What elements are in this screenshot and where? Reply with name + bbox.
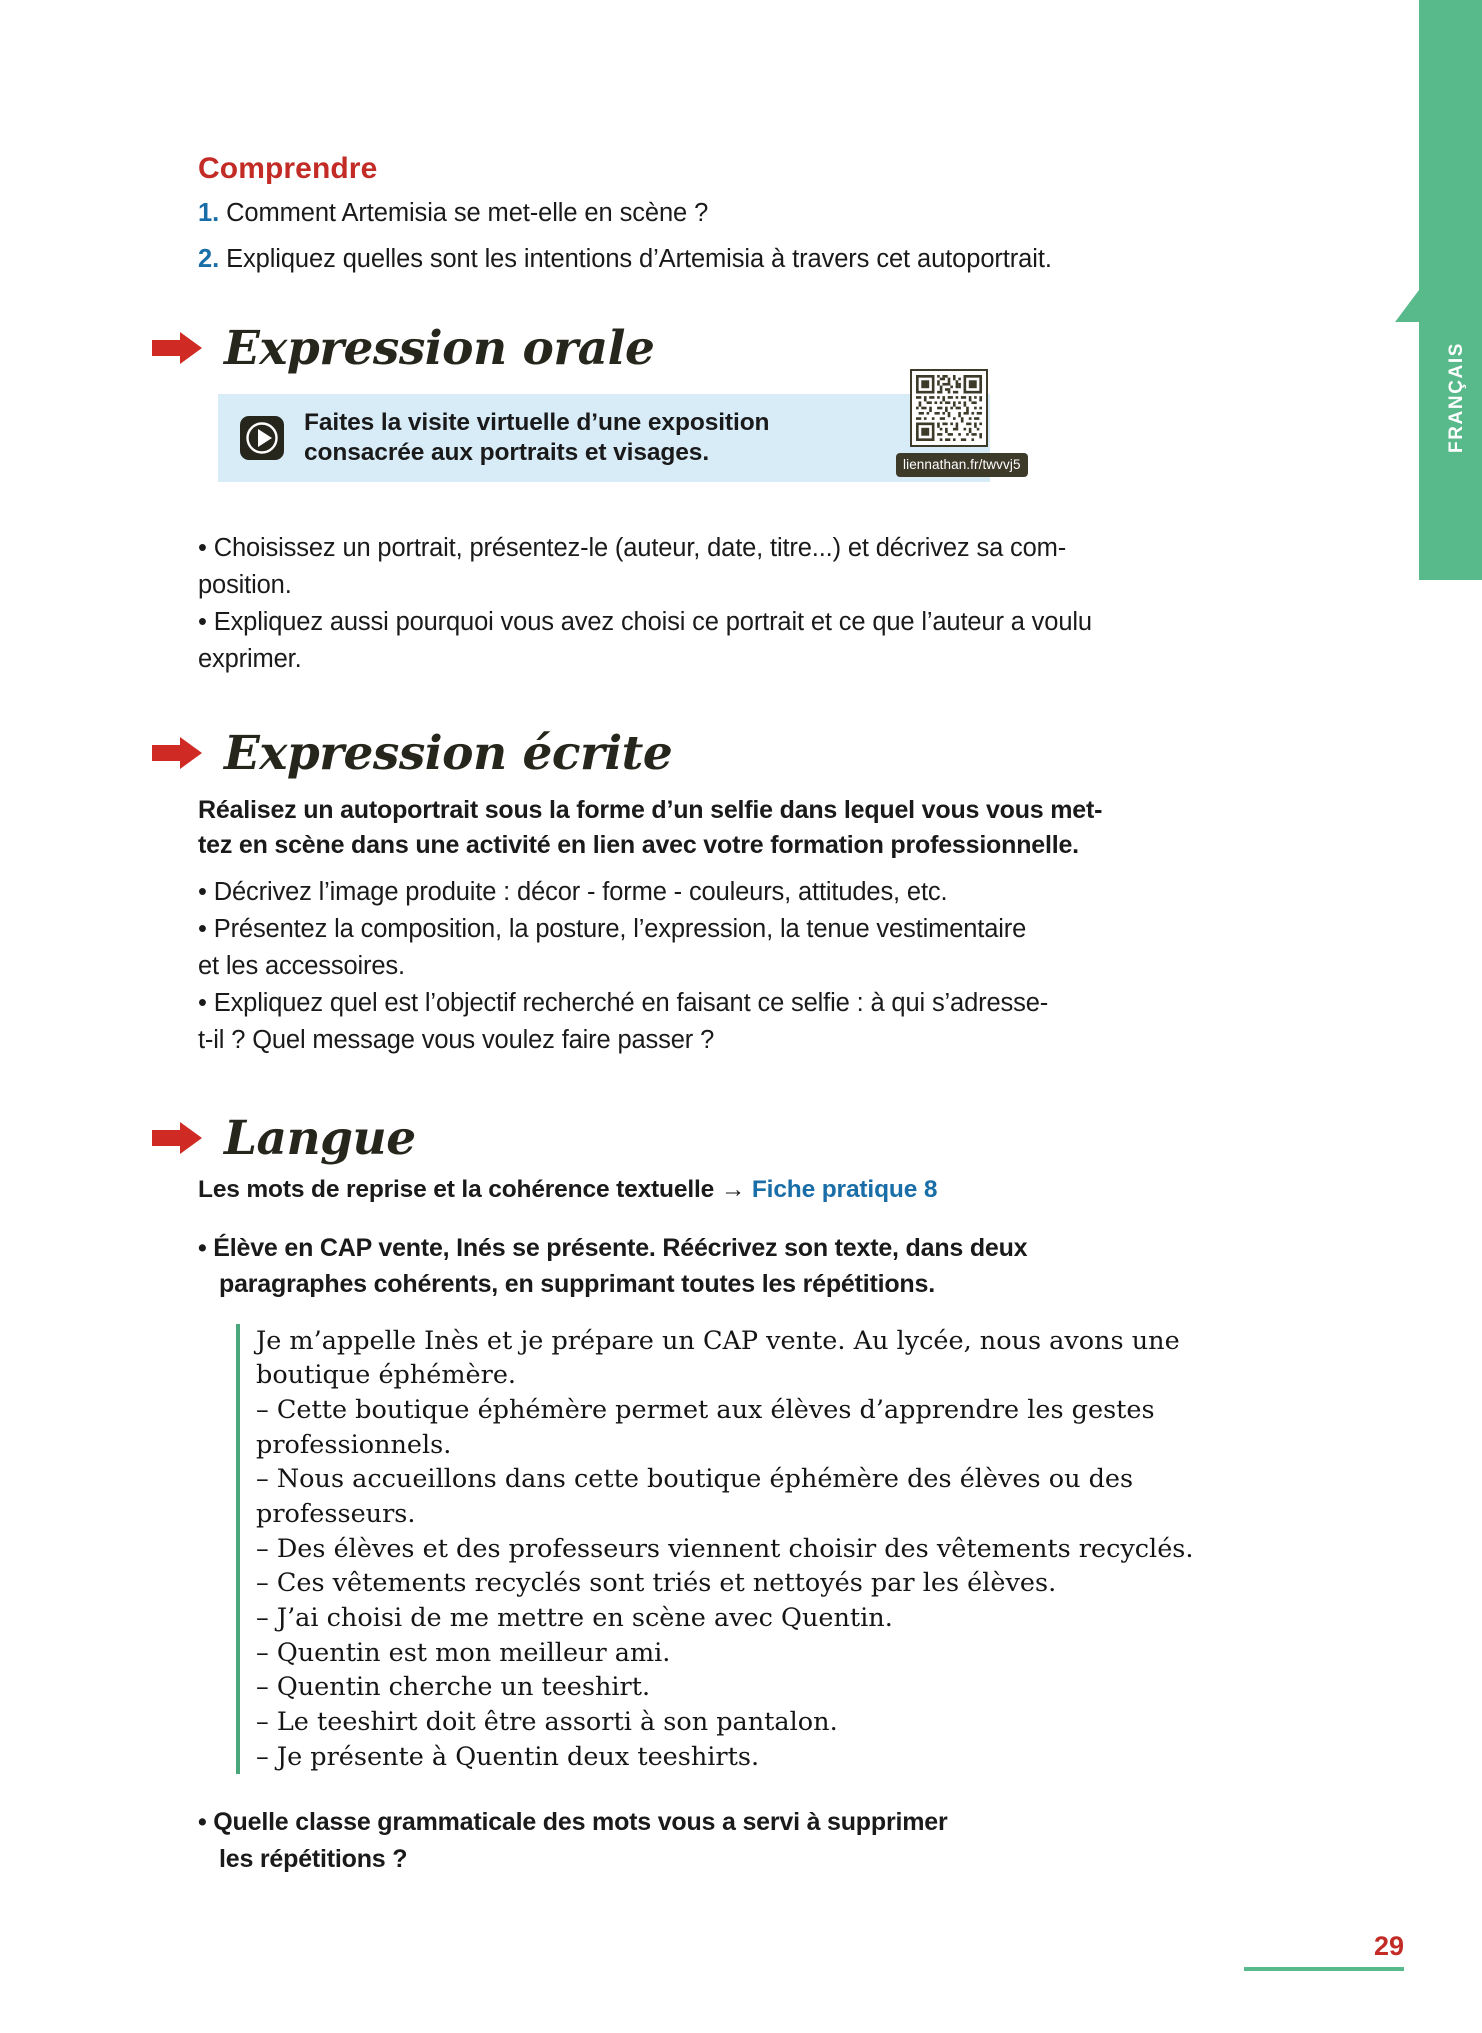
bullet-line-cont: exprimer. xyxy=(198,644,302,673)
comprendre-question xyxy=(198,241,1258,278)
section-header-langue xyxy=(152,1110,1258,1166)
bullet-line: • Expliquez quel est l’objectif recherché en faisant ce selfie : à qui s’adresse- xyxy=(198,988,1049,1017)
question-number: 2. xyxy=(198,245,220,274)
section-title: Expression écrite xyxy=(224,725,673,781)
side-tab-label: FRANÇAIS xyxy=(1446,342,1467,453)
qr-url-label: liennathan.fr/twvvj5 xyxy=(896,453,1028,477)
side-tab-strip-top xyxy=(1419,0,1482,290)
langue-task xyxy=(198,1230,1258,1302)
bullet-line: • Présentez la composition, la posture, l’expression, la tenue vestimentaire xyxy=(198,914,1027,943)
quote-line: – Quentin cherche un teeshirt. xyxy=(256,1672,651,1703)
bullet-line: • Choisissez un portrait, présentez-le (auteur, date, titre...) et décrivez sa com- xyxy=(198,533,1067,562)
page-content xyxy=(198,0,1258,1877)
red-arrow-icon xyxy=(152,736,202,770)
comprendre-question-list xyxy=(198,195,1258,279)
page-footer xyxy=(1244,1931,1404,1971)
footer-rule xyxy=(1244,1967,1404,1971)
quote-line: professionnels. xyxy=(256,1429,452,1460)
comprendre-question xyxy=(198,195,1258,232)
bullet-line-cont: position. xyxy=(198,570,292,599)
ecrite-instruction-line-1: Réalisez un autoportrait sous la forme d’un selfie dans lequel vous vous met- xyxy=(198,795,1103,824)
quote-line: – Cette boutique éphémère permet aux élèves d’apprendre les gestes xyxy=(256,1395,1155,1426)
quote-line: – Quentin est mon meilleur ami. xyxy=(256,1637,671,1668)
langue-task-line-2: paragraphes cohérents, en supprimant toutes les répétitions. xyxy=(219,1269,935,1298)
media-callout-text xyxy=(304,408,769,469)
bullet-line: • Expliquez aussi pourquoi vous avez choisi ce portrait et ce que l’auteur a voulu xyxy=(198,607,1092,636)
final-question-line-2: les répétitions ? xyxy=(219,1844,408,1873)
student-text-quote xyxy=(236,1324,1196,1775)
comprendre-title: Comprendre xyxy=(198,152,378,185)
arrow-right-icon: → xyxy=(720,1175,746,1203)
side-tab-francais xyxy=(1419,290,1482,580)
red-arrow-icon xyxy=(152,331,202,365)
quote-line: – J’ai choisi de me mettre en scène avec Quentin. xyxy=(256,1603,893,1634)
ecrite-instruction xyxy=(198,793,1258,864)
section-title: Langue xyxy=(224,1110,416,1166)
section-header-expression-orale xyxy=(152,320,1258,376)
media-text-line-2: consacrée aux portraits et visages. xyxy=(304,438,710,466)
play-icon xyxy=(240,416,284,460)
expression-ecrite-bullets xyxy=(198,874,1258,1059)
quote-line: – Des élèves et des professeurs viennent choisir des vêtements recyclés. xyxy=(256,1533,1194,1564)
section-header-expression-ecrite xyxy=(152,725,1258,781)
quote-line: Je m’appelle Inès et je prépare un CAP vente. Au lycée, nous avons une xyxy=(256,1325,1180,1356)
qr-code-block[interactable] xyxy=(903,369,1021,472)
section-title: Expression orale xyxy=(224,320,655,376)
quote-line: – Je présente à Quentin deux teeshirts. xyxy=(256,1741,760,1772)
quote-line: – Ces vêtements recyclés sont triés et nettoyés par les élèves. xyxy=(256,1568,1057,1599)
final-question-line-1: • Quelle classe grammaticale des mots vous a servi à supprimer xyxy=(198,1808,948,1837)
bullet-line-cont: et les accessoires. xyxy=(198,951,405,980)
quote-line: professeurs. xyxy=(256,1499,416,1530)
langue-task-line-1: • Élève en CAP vente, Inés se présente. Réécrivez son texte, dans deux xyxy=(198,1233,1028,1262)
media-text-line-1: Faites la visite virtuelle d’une exposition xyxy=(304,408,770,436)
bullet-line: • Décrivez l’image produite : décor - forme - couleurs, attitudes, etc. xyxy=(198,877,948,906)
red-arrow-icon xyxy=(152,1121,202,1155)
question-text: Expliquez quelles sont les intentions d’Artemisia à travers cet autoportrait. xyxy=(226,245,1052,274)
langue-final-question xyxy=(198,1804,1258,1877)
question-text: Comment Artemisia se met-elle en scène ? xyxy=(226,199,709,227)
langue-subtitle: Les mots de reprise et la cohérence textuelle xyxy=(198,1175,715,1203)
quote-line: boutique éphémère. xyxy=(256,1360,517,1391)
fiche-pratique-link[interactable]: Fiche pratique 8 xyxy=(751,1175,938,1203)
langue-subtitle-row xyxy=(198,1176,1258,1204)
quote-line: – Nous accueillons dans cette boutique éphémère des élèves ou des xyxy=(256,1464,1134,1495)
ecrite-instruction-line-2: tez en scène dans une activité en lien avec votre formation professionnelle. xyxy=(198,831,1079,860)
quote-line: – Le teeshirt doit être assorti à son pantalon. xyxy=(256,1707,838,1738)
question-number: 1. xyxy=(198,199,220,227)
qr-code-icon[interactable] xyxy=(910,369,988,447)
bullet-line-cont: t-il ? Quel message vous voulez faire passer ? xyxy=(198,1025,715,1054)
media-callout-row xyxy=(198,394,1258,502)
expression-orale-bullets xyxy=(198,530,1258,678)
page-number: 29 xyxy=(1373,1931,1404,1961)
media-callout-box xyxy=(218,394,990,482)
